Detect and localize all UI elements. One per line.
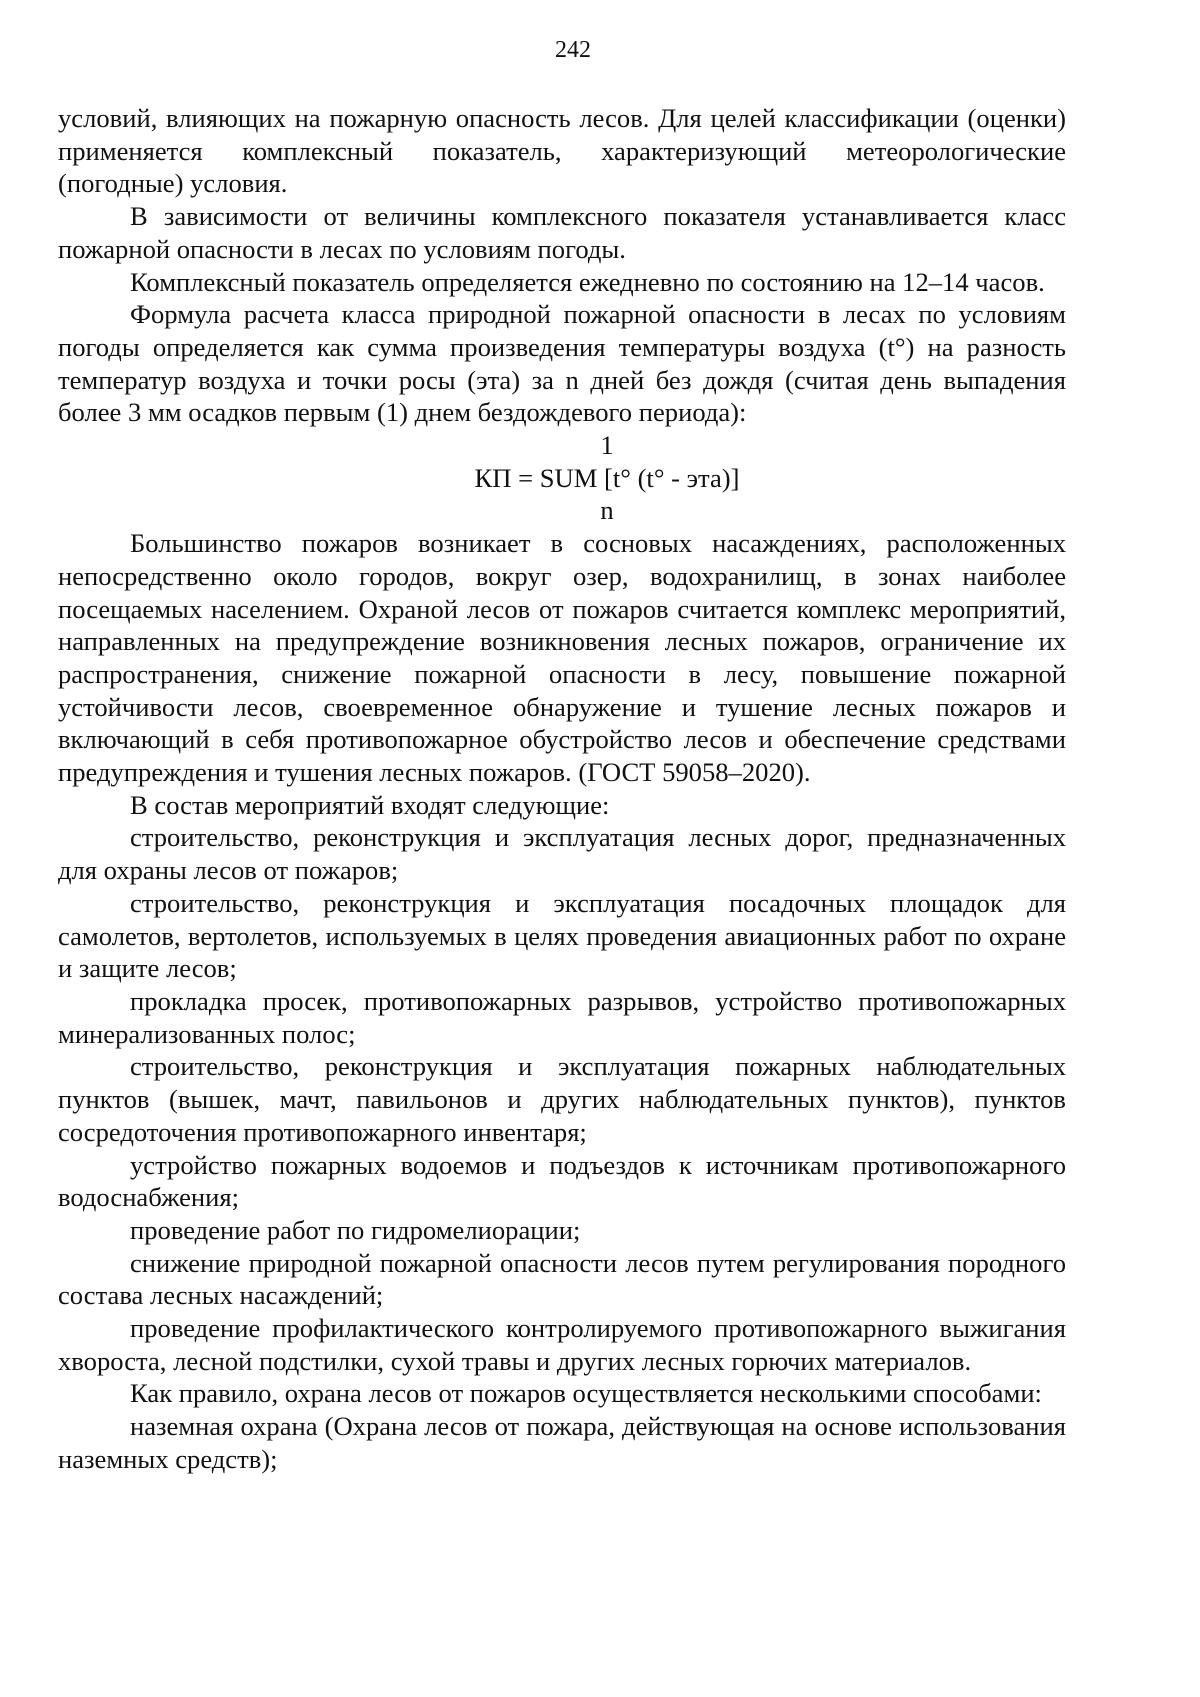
page-number: 242 xyxy=(555,37,591,63)
list-item: строительство, реконструкция и эксплуатация пожарных наблюдательных пунктов (вышек, мачт, павильонов и других наблюдательных пунктов), пунктов сосредоточения противопожарного инвентаря; xyxy=(58,1051,1066,1147)
list-item: строительство, реконструкция и эксплуатация посадочных площадок для самолетов, вертолетов, используемых в целях проведения авиационных работ по охране и защите лесов; xyxy=(58,887,1066,984)
list-item: строительство, реконструкция и эксплуатация лесных дорог, предназначенных для охраны лесов от пожаров; xyxy=(58,822,1066,886)
formula-upper-limit: 1 xyxy=(600,430,614,461)
list-item: проведение профилактического контролируемого противопожарного выжигания хвороста, лесной подстилки, сухой травы и других лесных горючих материалов. xyxy=(58,1313,1066,1376)
formula-lower-limit: n xyxy=(600,495,614,526)
paragraph: Большинство пожаров возникает в сосновых насаждениях, расположенных непосредственно около городов, вокруг озер, водохранилищ, в зонах наиболее посещаемых населением. Охраной лесов от пожаров считается комплекс мероприятий, направленных на предупреждение возникновения лесных пожаров, ограничение их распространения, снижение пожарной опасности в лесу, повышение пожарной устойчивости лесов, своевременное обнаружение и тушение лесных пожаров и включающий в себя противопожарное обустройство лесов и обеспечение средствами предупреждения и тушения лесных пожаров. (ГОСТ 59058–2020). xyxy=(58,528,1066,788)
list-item: устройство пожарных водоемов и подъездов к источникам противопожарного водоснабжения; xyxy=(58,1149,1066,1213)
document-page xyxy=(58,30,1066,1476)
paragraph: условий, влияющих на пожарную опасность лесов. Для целей классификации (оценки) применяется комплексный показатель, характеризующий метеорологические (погодные) условия. xyxy=(58,103,1066,199)
list-item: снижение природной пожарной опасности лесов путем регулирования породного состава лесных насаждений; xyxy=(58,1247,1066,1311)
list-item: прокладка просек, противопожарных разрывов, устройство противопожарных минерализованных полос; xyxy=(58,985,1066,1049)
list-item: наземная охрана (Охрана лесов от пожара, действующая на основе использования наземных средств); xyxy=(58,1411,1066,1474)
paragraph: Формула расчета класса природной пожарной опасности в лесах по условиям погоды определяется как сумма произведения температуры воздуха (t°) на разность температур воздуха и точки росы (эта) за n дней без дождя (считая день выпадения более 3 мм осадков первым (1) днем бездождевого периода): xyxy=(58,299,1066,428)
paragraph: Комплексный показатель определяется ежедневно по состоянию на 12–14 часов. xyxy=(130,266,1045,297)
document-body xyxy=(58,102,1066,1476)
list-item: проведение работ по гидромелиорации; xyxy=(130,1214,581,1245)
formula-expression: КП = SUM [t° (t° - эта)] xyxy=(474,462,740,493)
formula xyxy=(148,429,1066,527)
paragraph: В зависимости от величины комплексного показателя устанавливается класс пожарной опасности в лесах по условиям погоды. xyxy=(58,201,1066,264)
paragraph: Как правило, охрана лесов от пожаров осуществляется несколькими способами: xyxy=(130,1378,1042,1409)
paragraph: В состав мероприятий входят следующие: xyxy=(130,789,610,820)
